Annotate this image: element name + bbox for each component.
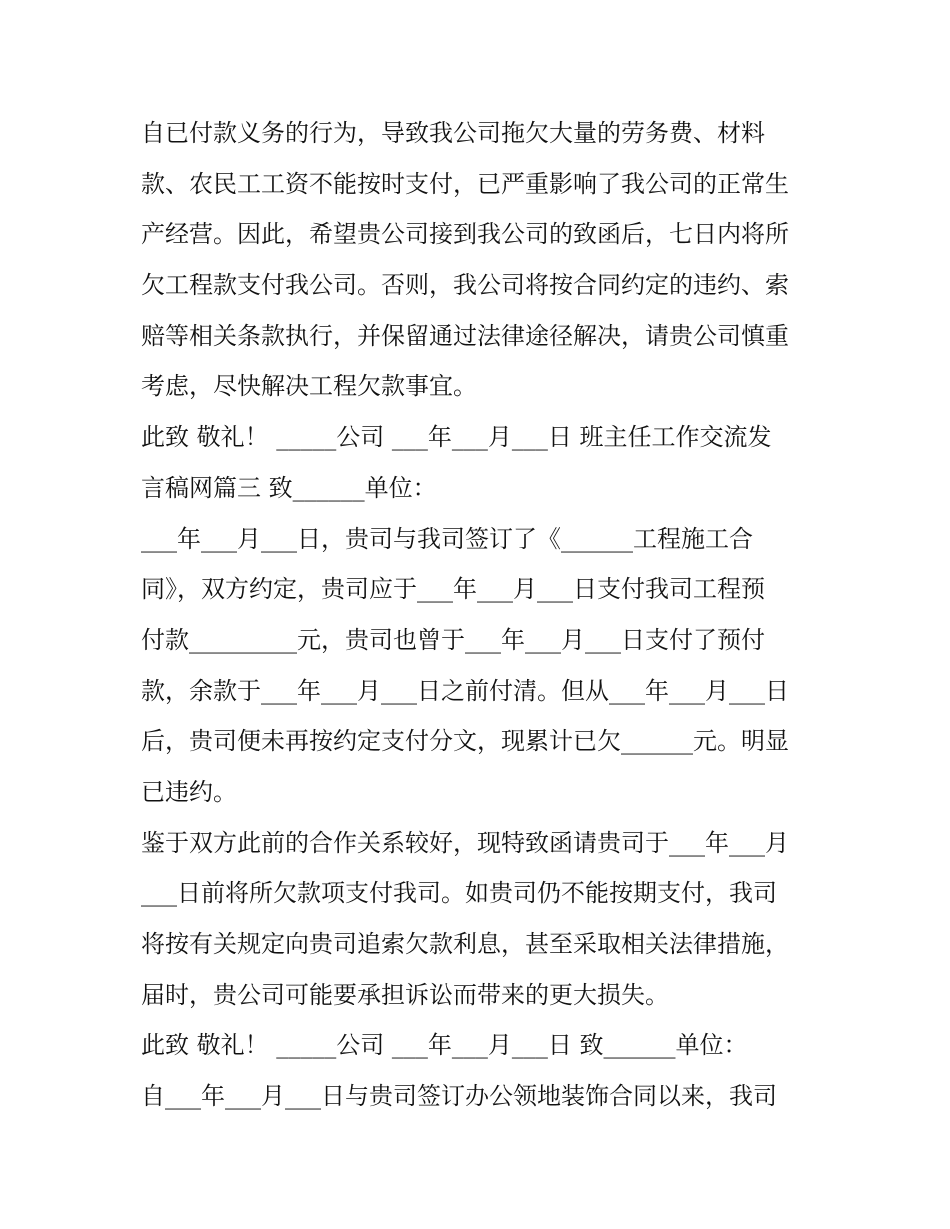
text-line-11: 付款_________元，贵司也曾于___年___月___日支付了预付 bbox=[141, 625, 765, 654]
text-line-17: 将按有关规定向贵司追索欠款利息，甚至采取相关法律措施， bbox=[141, 930, 789, 958]
text-line-5: 赔等相关条款执行，并保留通过法律途径解决，请贵公司慎重 bbox=[141, 321, 789, 350]
text-line-12: 款，余款于___年___月___日之前付清。但从___年___月___日 bbox=[141, 676, 789, 705]
closing-line-2: 此致 敬礼！ _____公司 ___年___月___日 致______单位： bbox=[141, 1031, 748, 1060]
text-line-10: 同》，双方约定，贵司应于___年___月___日支付我司工程预 bbox=[141, 575, 765, 604]
text-line-1: 自已付款义务的行为，导致我公司拖欠大量的劳务费、材料 bbox=[141, 119, 765, 147]
text-line-6: 考虑，尽快解决工程欠款事宜。 bbox=[141, 372, 477, 401]
text-line-20: 自___年___月___日与贵司签订办公领地装饰合同以来，我司 bbox=[141, 1082, 777, 1111]
text-line-3: 产经营。因此，希望贵公司接到我公司的致函后，七日内将所 bbox=[141, 220, 789, 249]
text-line-13: 后，贵司便未再按约定支付分文，现累计已欠______元。明显 bbox=[141, 727, 789, 756]
text-line-16: ___日前将所欠款项支付我司。如贵司仍不能按期支付，我司 bbox=[141, 879, 777, 908]
closing-line-1: 此致 敬礼！ _____公司 ___年___月___日 班主任工作交流发 bbox=[141, 423, 772, 452]
text-line-15: 鉴于双方此前的合作关系较好，现特致函请贵司于___年___月 bbox=[141, 828, 789, 857]
text-line-14: 已违约。 bbox=[141, 777, 237, 806]
text-line-4: 欠工程款支付我公司。否则，我公司将按合同约定的违约、索 bbox=[141, 271, 789, 300]
text-line-9: ___年___月___日，贵司与我司签订了《______工程施工合 bbox=[141, 524, 753, 553]
letter-body bbox=[141, 108, 821, 1122]
text-line-18: 届时，贵公司可能要承担诉讼而带来的更大损失。 bbox=[141, 980, 669, 1009]
addressee-line-1: 言稿网篇三 致______单位： bbox=[141, 473, 437, 502]
text-line-2: 款、农民工工资不能按时支付，已严重影响了我公司的正常生 bbox=[141, 169, 789, 198]
